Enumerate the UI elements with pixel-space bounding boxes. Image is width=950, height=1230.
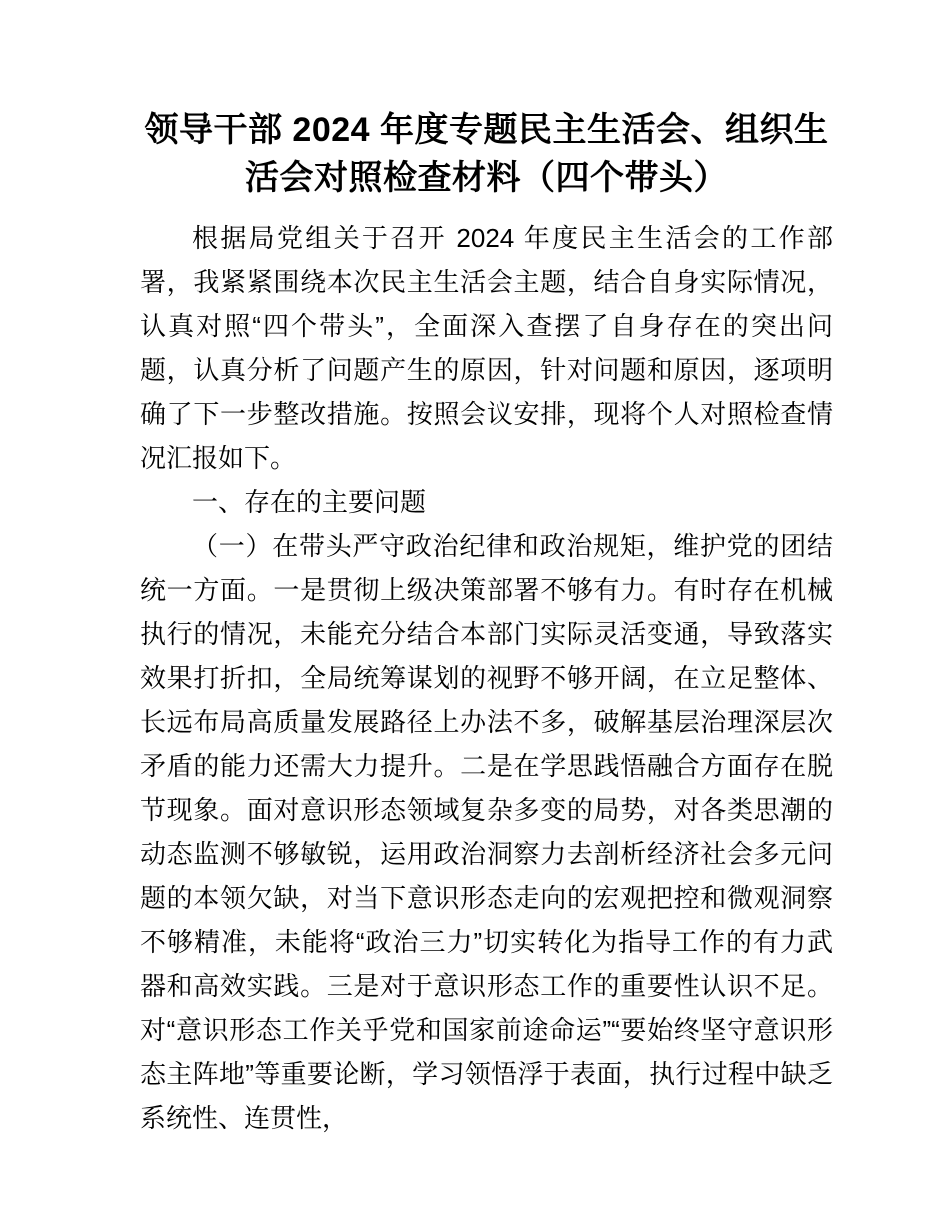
paragraph-introduction: 根据局党组关于召开 2024 年度民主生活会的工作部署，我紧紧围绕本次民主生活会主题，结合自身实际情况，认真对照“四个带头”，全面深入查摆了自身存在的突出问题，认真分析了问题产生的原因，针对问题和原因，逐项明确了下一步整改措施。按照会议安排，现将个人对照检查情况汇报如下。 [140,223,833,473]
document-title: 领导干部 2024 年度专题民主生活会、组织生活会对照检查材料（四个带头） [144,111,829,197]
paragraph-problem-item-1: （一）在带头严守政治纪律和政治规矩，维护党的团结统一方面。一是贯彻上级决策部署不够有力。有时存在机械执行的情况，未能充分结合本部门实际灵活变通，导致落实效果打折扣，全局统筹谋划的视野不够开阔，在立足整体、长远布局高质量发展路径上办法不多，破解基层治理深层次矛盾的能力还需大力提升。二是在学思践悟融合方面存在脱节现象。面对意识形态领域复杂多变的局势，对各类思潮的动态监测不够敏锐，运用政治洞察力去剖析经济社会多元问题的本领欠缺，对当下意识形态走向的宏观把控和微观洞察不够精准，未能将“政治三力”切实转化为指导工作的有力武器和高效实践。三是对于意识形态工作的重要性认识不足。对“意识形态工作关乎党和国家前途命运”“要始终坚守意识形态主阵地”等重要论断，学习领悟浮于表面，执行过程中缺乏系统性、连贯性， [140,531,833,1133]
section-heading-main-problems: 一、存在的主要问题 [192,487,427,517]
